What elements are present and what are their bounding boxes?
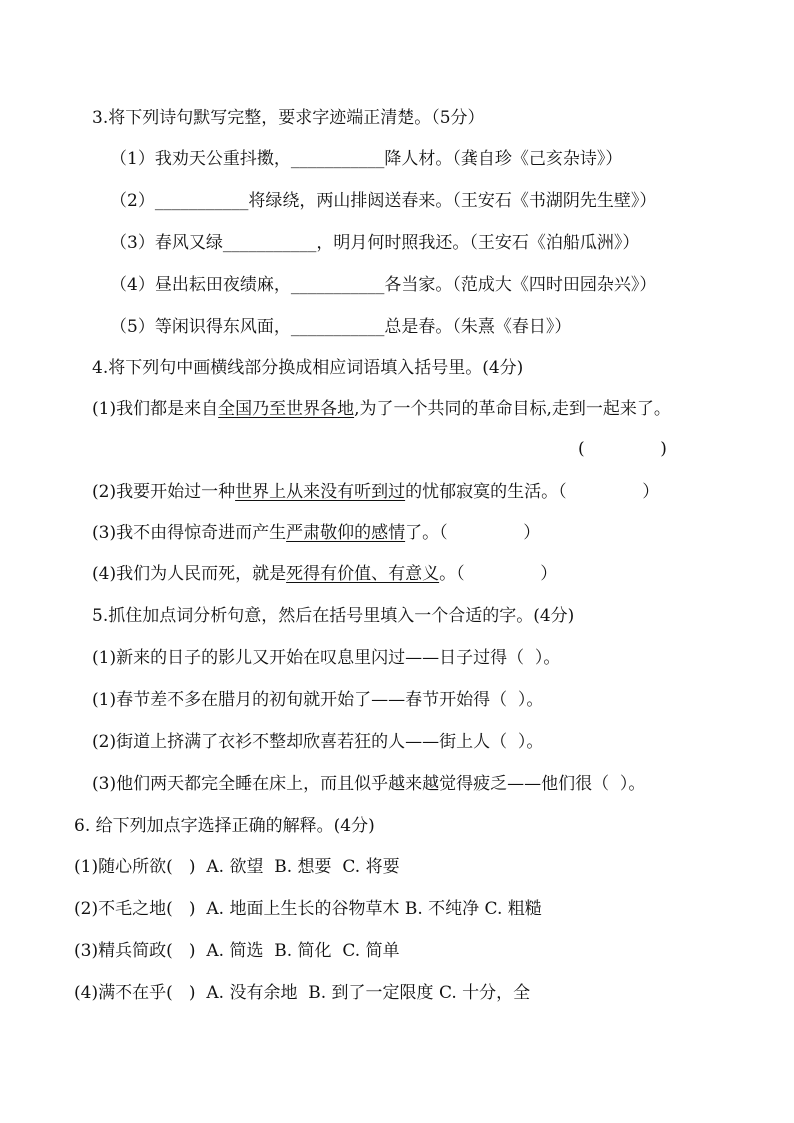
q4-item-2-post: 的忧郁寂寞的生活。（ ） (405, 482, 660, 502)
q4-item-2 (92, 481, 659, 503)
q4-item-3 (92, 522, 540, 544)
q4-item-1-post: ,为了一个共同的革命目标,走到一起来了。 (354, 399, 671, 419)
q5-title: 5.抓住加点词分析句意，然后在括号里填入一个合适的字。(4分) (92, 606, 575, 626)
q4-item-1-underlined: 全国乃至世界各地 (218, 399, 355, 419)
q4-item-3-post: 了。（ ） (405, 523, 541, 543)
q4-item-4-pre: (4)我们为人民而死，就是 (92, 564, 287, 584)
q4-item-4-post: 。（ ） (439, 564, 558, 584)
q4-item-1-answer: ( ) (578, 439, 667, 459)
q4-item-2-pre: (2)我要开始过一种 (92, 482, 236, 502)
q3-item-3: （3）春风又绿___________，明月何时照我还。（王安石《泊船瓜洲》） (110, 233, 640, 253)
q3-item-5: （5）等闲识得东风面，___________总是春。（朱熹《春日》） (110, 317, 572, 337)
q4-item-3-pre: (3)我不由得惊奇进而产生 (92, 523, 287, 543)
q5-item-1: (1)新来的日子的影儿又开始在叹息里闪过——日子过得（ ）。 (92, 648, 561, 668)
q4-title: 4.将下列句中画横线部分换成相应词语填入括号里。(4分) (92, 358, 524, 378)
q6-item-3: (3)精兵简政( ) A. 简选 B. 简化 C. 简单 (74, 941, 400, 961)
q4-item-2-underlined: 世界上从来没有听到过 (235, 482, 406, 502)
q3-item-4: （4）昼出耘田夜绩麻，___________各当家。（范成大《四时田园杂兴》） (110, 275, 657, 295)
q6-item-4: (4)满不在乎( ) A. 没有余地 B. 到了一定限度 C. 十分，全 (74, 983, 531, 1003)
q4-item-1-pre: (1)我们都是来自 (92, 399, 219, 419)
q4-item-4 (92, 563, 557, 585)
q3-item-2: （2）___________将绿绕，两山排闼送春来。（王安石《书湖阴先生壁》） (110, 191, 657, 211)
q4-item-4-underlined: 死得有价值、有意义 (286, 564, 440, 584)
q3-title: 3.将下列诗句默写完整，要求字迹端正清楚。（5分） (92, 108, 485, 128)
q5-item-4: (3)他们两天都完全睡在床上，而且似乎越来越觉得疲乏——他们很（ ）。 (92, 774, 646, 794)
q6-title: 6. 给下列加点字选择正确的解释。(4分) (74, 816, 375, 836)
q3-item-1: （1）我劝天公重抖擞，___________降人材。（龚自珍《己亥杂诗》） (110, 149, 623, 169)
q4-item-1 (92, 398, 671, 420)
q5-item-2: (1)春节差不多在腊月的初旬就开始了——春节开始得（ ）。 (92, 690, 544, 710)
q4-item-3-underlined: 严肃敬仰的感情 (286, 523, 406, 543)
q5-item-3: (2)街道上挤满了衣衫不整却欣喜若狂的人——街上人（ ）。 (92, 732, 544, 752)
q6-item-1: (1)随心所欲( ) A. 欲望 B. 想要 C. 将要 (74, 857, 400, 877)
q6-item-2: (2)不毛之地( ) A. 地面上生长的谷物草木 B. 不纯净 C. 粗糙 (74, 899, 542, 919)
